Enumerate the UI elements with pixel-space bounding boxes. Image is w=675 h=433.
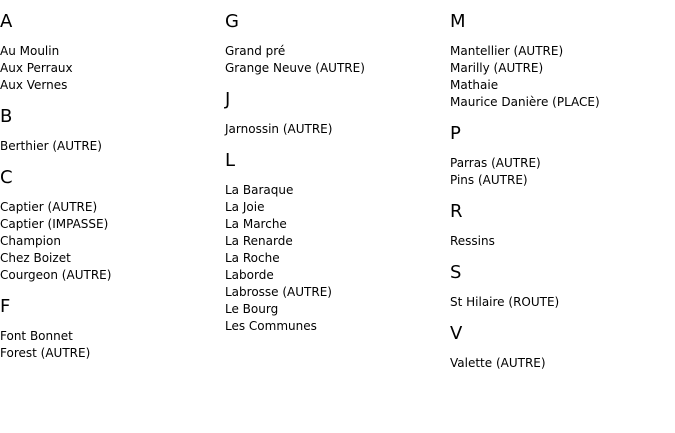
street-link[interactable]: Labrosse (AUTRE) [225, 285, 332, 299]
letter-heading: A [0, 11, 13, 32]
street-link[interactable]: Berthier (AUTRE) [0, 139, 102, 153]
street-link[interactable]: La Baraque [225, 183, 294, 197]
street-link[interactable]: Mathaie [450, 78, 499, 92]
street-link[interactable]: Champion [0, 234, 61, 248]
street-list [225, 43, 450, 77]
street-list [450, 155, 675, 189]
letter-heading: L [225, 150, 236, 171]
street-link[interactable]: Font Bonnet [0, 329, 73, 343]
street-list [225, 182, 450, 335]
letter-group-a [0, 11, 225, 94]
letter-heading: V [450, 323, 463, 344]
letter-group-m [450, 11, 675, 111]
letter-group-b [0, 106, 225, 155]
street-list [450, 294, 675, 311]
street-link[interactable]: St Hilaire (ROUTE) [450, 295, 560, 309]
street-list [450, 355, 675, 372]
letter-group-j [225, 89, 450, 138]
letter-heading: B [0, 106, 13, 127]
street-link[interactable]: Laborde [225, 268, 274, 282]
letter-group-l [225, 150, 450, 335]
letter-group-f [0, 296, 225, 362]
street-list [450, 233, 675, 250]
street-index-column-2 [225, 0, 450, 343]
letter-heading: R [450, 201, 463, 222]
street-index-column-1 [0, 0, 225, 370]
street-list [0, 199, 225, 284]
street-link[interactable]: Forest (AUTRE) [0, 346, 91, 360]
street-link[interactable]: La Marche [225, 217, 287, 231]
street-link[interactable]: Jarnossin (AUTRE) [225, 122, 333, 136]
letter-group-s [450, 262, 675, 311]
street-link[interactable]: Maurice Danière (PLACE) [450, 95, 600, 109]
street-link[interactable]: Captier (IMPASSE) [0, 217, 109, 231]
street-link[interactable]: Les Communes [225, 319, 317, 333]
street-link[interactable]: La Joie [225, 200, 265, 214]
street-list [225, 121, 450, 138]
letter-heading: S [450, 262, 462, 283]
street-link[interactable]: Au Moulin [0, 44, 60, 58]
letter-heading: F [0, 296, 11, 317]
street-list [0, 138, 225, 155]
street-link[interactable]: Valette (AUTRE) [450, 356, 546, 370]
street-link[interactable]: Courgeon (AUTRE) [0, 268, 112, 282]
letter-group-v [450, 323, 675, 372]
street-link[interactable]: Ressins [450, 234, 495, 248]
street-link[interactable]: Grange Neuve (AUTRE) [225, 61, 365, 75]
street-link[interactable]: Marilly (AUTRE) [450, 61, 544, 75]
letter-heading: G [225, 11, 239, 32]
street-link[interactable]: La Renarde [225, 234, 293, 248]
letter-group-g [225, 11, 450, 77]
street-link[interactable]: Aux Vernes [0, 78, 68, 92]
street-link[interactable]: Mantellier (AUTRE) [450, 44, 564, 58]
street-list [0, 328, 225, 362]
street-link[interactable]: Parras (AUTRE) [450, 156, 541, 170]
street-link[interactable]: Grand pré [225, 44, 286, 58]
street-list [0, 43, 225, 94]
letter-heading: C [0, 167, 13, 188]
street-link[interactable]: Captier (AUTRE) [0, 200, 98, 214]
street-link[interactable]: Aux Perraux [0, 61, 73, 75]
street-link[interactable]: Pins (AUTRE) [450, 173, 528, 187]
letter-group-c [0, 167, 225, 284]
street-link[interactable]: La Roche [225, 251, 280, 265]
street-index-column-3 [450, 0, 675, 380]
letter-heading: P [450, 123, 461, 144]
street-list [450, 43, 675, 111]
letter-group-p [450, 123, 675, 189]
letter-heading: M [450, 11, 466, 32]
street-link[interactable]: Le Bourg [225, 302, 279, 316]
street-link[interactable]: Chez Boizet [0, 251, 71, 265]
letter-group-r [450, 201, 675, 250]
letter-heading: J [225, 89, 231, 110]
